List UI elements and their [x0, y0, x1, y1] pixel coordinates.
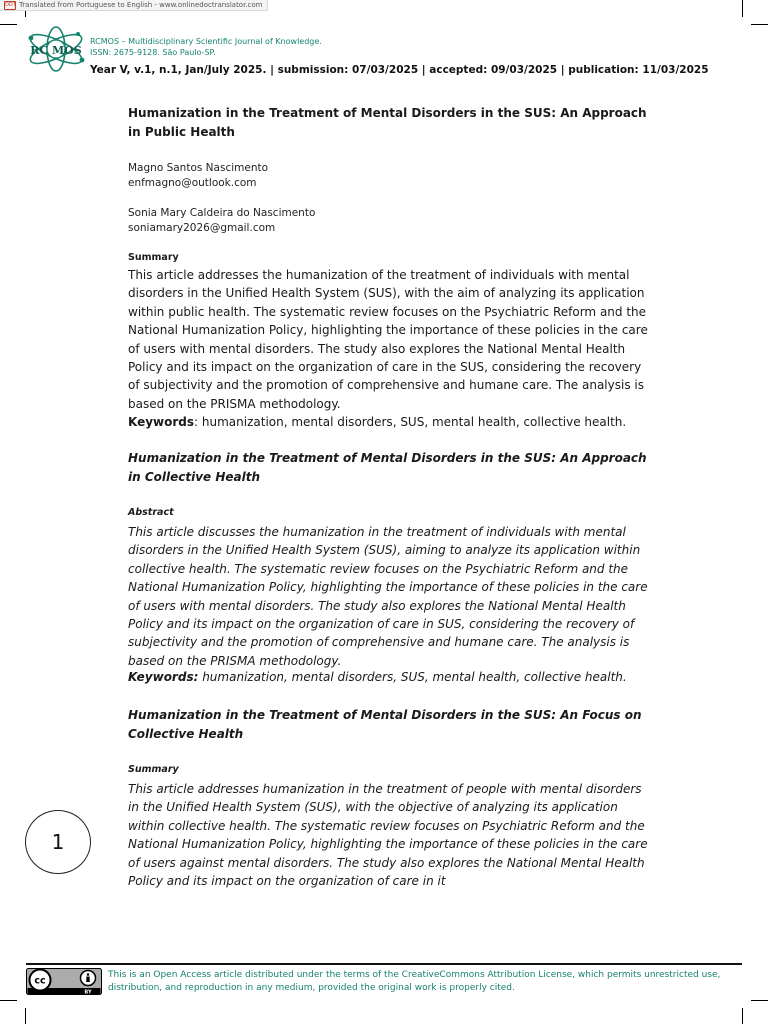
- license-text: This is an Open Access article distributed under the terms of the CreativeCommons Attribution License, which permits unrestricted use, distribution, and reproduction in any medium, provided the original work is properly cited.: [108, 970, 721, 993]
- abstract-heading: Abstract: [128, 507, 174, 518]
- crop-mark: [0, 24, 17, 25]
- author-email[interactable]: enfmagno@outlook.com: [128, 177, 257, 189]
- author-name: Magno Santos Nascimento: [128, 162, 269, 174]
- cc-by-badge[interactable]: [26, 968, 102, 995]
- translation-banner-text: Translated from Portuguese to English - www.onlinedoctranslator.com: [19, 1, 263, 9]
- abstract-title: Humanization in the Treatment of Mental Disorders in the SUS: An Approach in Collective Health: [128, 451, 647, 484]
- translator-icon: ODT: [5, 1, 16, 8]
- journal-logo: [26, 24, 90, 74]
- crop-mark: [742, 0, 743, 17]
- resumen-text: This article addresses humanization in the treatment of people with mental disorders in the Unified Health System (SUS), with the objective of analyzing its application within collective health. The systematic review focuses on Psychiatric Reform and the National Humanization Policy, highlighting the importance of these policies in the care of users against mental disorders. The study also explores the National Mental Health Policy and its impact on the organization of care in it: [128, 782, 648, 889]
- translation-banner[interactable]: [0, 0, 268, 11]
- author-name: Sonia Mary Caldeira do Nascimento: [128, 207, 316, 219]
- abstract-keywords-label: Keywords:: [128, 670, 199, 684]
- crop-mark: [751, 24, 768, 25]
- summary-heading: Summary: [128, 252, 179, 263]
- author-email[interactable]: soniamary2026@gmail.com: [128, 222, 276, 234]
- page-number: 1: [25, 810, 91, 874]
- resumen-title: Humanization in the Treatment of Mental Disorders in the SUS: An Focus on Collective Health: [128, 708, 642, 741]
- abstract-text: This article discusses the humanization in the treatment of individuals with mental disorders in the Unified Health System (SUS), aiming to analyze its application within collective health. The systematic review focuses on the Psychiatric Reform and the National Humanization Policy, highlighting the importance of these policies in the care of users with mental disorders. The study also explores the National Mental Health Policy and its impact on the organization of care in SUS, considering the recovery of subjectivity and the promotion of comprehensive and humane care. The analysis is based on the PRISMA methodology.: [128, 525, 648, 668]
- resumen-heading: Summary: [128, 764, 179, 775]
- publication-dates: Year V, v.1, n.1, Jan/July 2025. | submission: 07/03/2025 | accepted: 09/03/2025 | publication: 11/03/2025: [90, 64, 709, 76]
- keywords-text: : humanization, mental disorders, SUS, mental health, collective health.: [194, 415, 627, 429]
- crop-mark: [742, 1008, 743, 1024]
- crop-mark: [25, 1008, 26, 1024]
- crop-mark: [0, 1000, 17, 1001]
- footer-divider: [26, 963, 742, 965]
- article-title: Humanization in the Treatment of Mental Disorders in the SUS: An Approach in Public Health: [128, 106, 647, 139]
- journal-name: RCMOS – Multidisciplinary Scientific Journal of Knowledge.: [90, 37, 322, 46]
- abstract-keywords-line: [128, 670, 627, 684]
- keywords-line: [128, 415, 626, 429]
- by-lettering: BY: [84, 989, 92, 995]
- journal-issn: ISSN: 2675-9128. São Paulo-SP.: [90, 48, 216, 57]
- abstract-keywords-text: humanization, mental disorders, SUS, mental health, collective health.: [198, 670, 627, 684]
- crop-mark: [751, 1000, 768, 1001]
- summary-text: This article addresses the humanization of the treatment of individuals with mental disorders in the Unified Health System (SUS), with the aim of analyzing its application within public health. The systematic review focuses on the Psychiatric Reform and the National Humanization Policy, highlighting the importance of these policies in the care of users with mental disorders. The study also explores the National Mental Health Policy and its impact on the organization of care in the SUS, considering the recovery of subjectivity and the promotion of comprehensive and humane care. The analysis is based on the PRISMA methodology.: [128, 268, 648, 411]
- cc-lettering: cc: [34, 975, 46, 987]
- logo-lettering: RC MOS: [30, 44, 82, 57]
- keywords-label: Keywords: [128, 415, 195, 429]
